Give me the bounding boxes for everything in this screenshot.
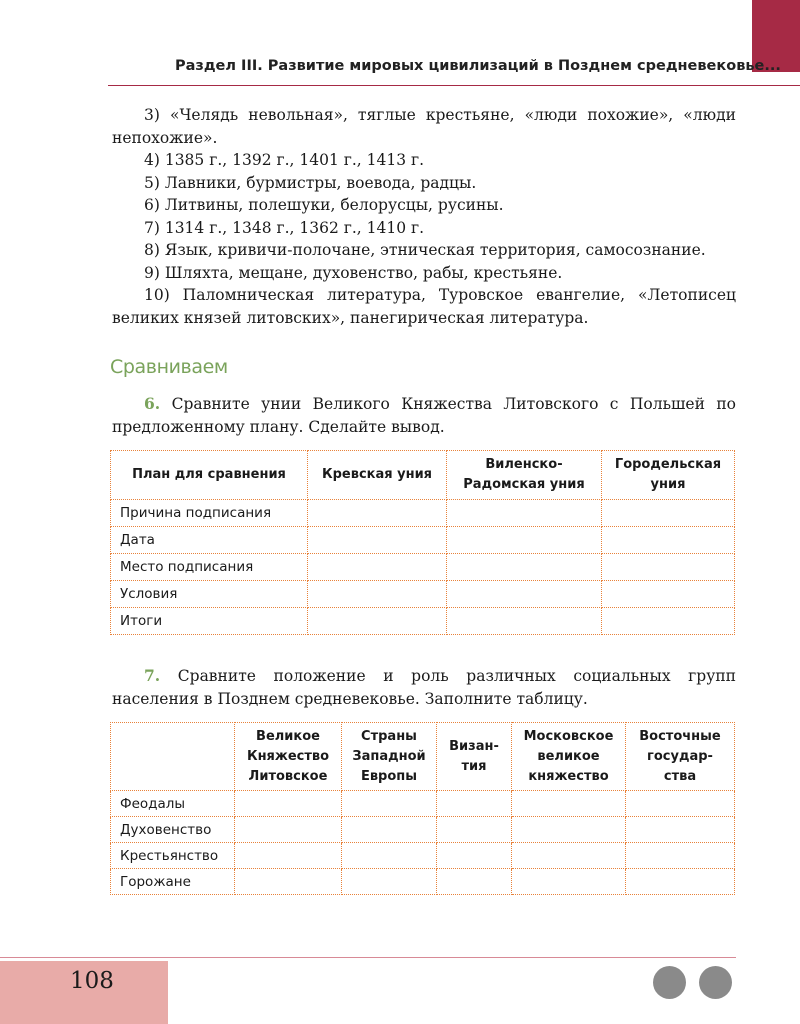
table-row (111, 500, 735, 527)
empty-cell (447, 608, 602, 635)
table-header-cell: Страны Западной Европы (342, 723, 437, 791)
empty-cell (235, 869, 342, 895)
empty-cell (342, 869, 437, 895)
task-7 (112, 664, 736, 711)
empty-cell (235, 817, 342, 843)
circle-decoration-icon (653, 966, 686, 999)
header-divider (108, 85, 800, 86)
empty-cell (308, 608, 447, 635)
empty-cell (626, 843, 735, 869)
table-row (111, 869, 735, 895)
empty-cell (512, 869, 626, 895)
empty-cell (437, 817, 512, 843)
table-header-cell: План для сравнения (111, 451, 308, 500)
table-row (111, 581, 735, 608)
table-header-cell: Московское великое княжество (512, 723, 626, 791)
empty-cell (602, 554, 735, 581)
table-header-cell: Кревская уния (308, 451, 447, 500)
empty-cell (308, 554, 447, 581)
table-header-cell (111, 723, 235, 791)
table-header-cell: Визан-тия (437, 723, 512, 791)
empty-cell (447, 527, 602, 554)
row-label: Итоги (111, 608, 308, 635)
row-label: Причина подписания (111, 500, 308, 527)
table-row (111, 817, 735, 843)
empty-cell (437, 869, 512, 895)
empty-cell (447, 554, 602, 581)
answer-7: 7) 1314 г., 1348 г., 1362 г., 1410 г. (144, 218, 425, 237)
section-title: Сравниваем (110, 356, 228, 378)
row-label: Условия (111, 581, 308, 608)
row-label: Духовенство (111, 817, 235, 843)
empty-cell (602, 527, 735, 554)
table-header-row (111, 451, 735, 500)
answers-block (112, 104, 736, 329)
unions-comparison-table (110, 450, 735, 635)
empty-cell (342, 791, 437, 817)
table-header-row (111, 723, 735, 791)
row-label: Дата (111, 527, 308, 554)
empty-cell (512, 817, 626, 843)
social-groups-table (110, 722, 735, 895)
row-label: Крестьянство (111, 843, 235, 869)
answer-6: 6) Литвины, полешуки, белорусцы, русины. (144, 196, 504, 214)
empty-cell (447, 581, 602, 608)
header-title: Раздел III. Развитие мировых цивилизаций в Позднем средневековье... (175, 58, 781, 74)
row-label: Феодалы (111, 791, 235, 817)
answer-9: 9) Шляхта, мещане, духовенство, рабы, крестьяне. (144, 263, 563, 282)
table-row (111, 843, 735, 869)
empty-cell (512, 843, 626, 869)
task-6 (112, 392, 736, 439)
empty-cell (308, 527, 447, 554)
table-header-cell: Городельская уния (602, 451, 735, 500)
empty-cell (342, 843, 437, 869)
table-row (111, 554, 735, 581)
task-6-number: 6. (144, 394, 161, 413)
empty-cell (626, 869, 735, 895)
empty-cell (512, 791, 626, 817)
answer-10: 10) Паломническая литература, Туровское евангелие, «Летописец великих князей литовских», панегирическая литература. (112, 286, 736, 327)
circle-decoration-icon (699, 966, 732, 999)
empty-cell (437, 791, 512, 817)
answer-4: 4) 1385 г., 1392 г., 1401 г., 1413 г. (144, 151, 425, 169)
empty-cell (437, 843, 512, 869)
table-header-cell: Виленско-Радомская уния (447, 451, 602, 500)
task-7-number: 7. (144, 666, 161, 685)
answer-8: 8) Язык, кривичи-полочане, этническая территория, самосознание. (144, 241, 706, 259)
empty-cell (235, 843, 342, 869)
table-header-cell: Великое Княжество Литовское (235, 723, 342, 791)
empty-cell (308, 500, 447, 527)
task-7-text: Сравните положение и роль различных социальных групп населения в Позднем средневековье. Заполните таблицу. (112, 667, 736, 708)
empty-cell (308, 581, 447, 608)
footer-divider (0, 957, 736, 958)
empty-cell (626, 791, 735, 817)
empty-cell (626, 817, 735, 843)
table-row (111, 527, 735, 554)
answer-5: 5) Лавники, бурмистры, воевода, радцы. (144, 173, 477, 192)
row-label: Место подписания (111, 554, 308, 581)
answer-3: 3) «Челядь невольная», тяглые крестьяне, «люди похожие», «люди непохожие». (112, 106, 736, 147)
empty-cell (342, 817, 437, 843)
page-number: 108 (70, 968, 114, 994)
empty-cell (602, 500, 735, 527)
empty-cell (602, 608, 735, 635)
table-row (111, 791, 735, 817)
table-row (111, 608, 735, 635)
empty-cell (602, 581, 735, 608)
task-6-text: Сравните унии Великого Княжества Литовского с Польшей по предложенному плану. Сделайте вывод. (112, 395, 736, 436)
row-label: Горожане (111, 869, 235, 895)
table-header-cell: Восточные государ-ства (626, 723, 735, 791)
empty-cell (235, 791, 342, 817)
empty-cell (447, 500, 602, 527)
